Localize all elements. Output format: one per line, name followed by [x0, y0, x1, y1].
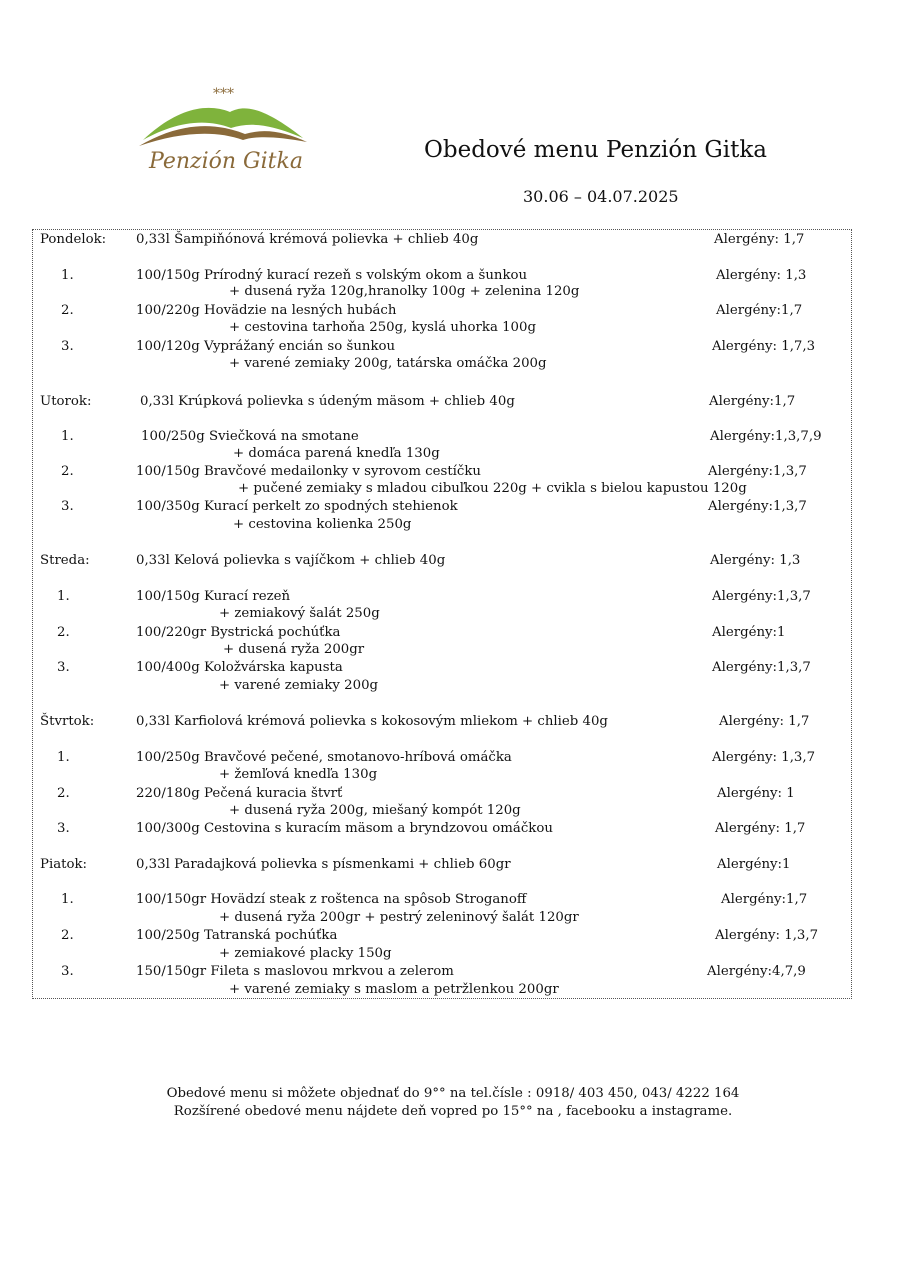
meal-side: + varené zemiaky 200g, tatárska omáčka 200g — [229, 356, 547, 371]
meal-allergens: Alergény:1,3,7 — [708, 464, 807, 479]
meal-main: 100/150g Kurací rezeň — [136, 589, 291, 604]
meal-number: 3. — [61, 499, 74, 514]
meal-number: 1. — [57, 589, 70, 604]
soup-text: 0,33l Kelová polievka s vajíčkom + chlieb 40g — [136, 553, 446, 568]
meal-side: + dusená ryža 200g, miešaný kompót 120g — [229, 803, 521, 818]
soup-allergens: Alergény: 1,7 — [719, 714, 810, 729]
meal-allergens: Alergény:4,7,9 — [707, 964, 806, 979]
order-info-line: Obedové menu si môžete objednať do 9°° na tel.čísle : 0918/ 403 450, 043/ 4222 164 — [166, 1086, 740, 1101]
meal-number: 2. — [57, 786, 70, 801]
meal-side: + zemiakové placky 150g — [219, 946, 392, 961]
day-label: Utorok: — [40, 394, 92, 409]
logo-stars: *** — [213, 86, 234, 102]
meal-main: 100/250g Tatranská pochúťka — [136, 928, 338, 943]
meal-side: + varené zemiaky 200g — [219, 678, 379, 693]
meal-side: + dusená ryža 200gr — [223, 642, 365, 657]
meal-allergens: Alergény:1,3,7,9 — [710, 429, 822, 444]
meal-number: 1. — [61, 892, 74, 907]
weekly-menu-box — [32, 229, 852, 999]
meal-allergens: Alergény:1,3,7 — [712, 660, 811, 675]
meal-main: 100/350g Kurací perkelt zo spodných stehienok — [136, 499, 458, 514]
extended-menu-info-line: Rozšírené obedové menu nájdete deň vopred po 15°° na , facebooku a instagrame. — [173, 1104, 733, 1119]
meal-main: 100/300g Cestovina s kuracím mäsom a bryndzovou omáčkou — [136, 821, 553, 836]
penzion-gitka-logo — [135, 82, 315, 182]
soup-allergens: Alergény:1 — [717, 857, 791, 872]
meal-allergens: Alergény: 1,7,3 — [712, 339, 816, 354]
day-label: Streda: — [40, 553, 90, 568]
meal-number: 3. — [57, 821, 70, 836]
meal-allergens: Alergény: 1,7 — [715, 821, 806, 836]
meal-number: 1. — [61, 429, 74, 444]
meal-side: + varené zemiaky s maslom a petržlenkou 200gr — [229, 982, 559, 997]
meal-allergens: Alergény:1,7 — [716, 303, 803, 318]
meal-main: 100/120g Vyprážaný encián so šunkou — [136, 339, 396, 354]
meal-side: + pučené zemiaky s mladou cibuľkou 220g + cvikla s bielou kapustou 120g — [238, 481, 747, 496]
meal-side: + zemiakový šalát 250g — [219, 606, 380, 621]
meal-side: + cestovina tarhoňa 250g, kyslá uhorka 100g — [229, 320, 536, 335]
meal-number: 1. — [61, 268, 74, 283]
meal-number: 2. — [61, 464, 74, 479]
meal-main: 100/250g Sviečková na smotane — [141, 429, 359, 444]
meal-allergens: Alergény: 1,3 — [716, 268, 807, 283]
meal-main: 100/150g Bravčové medailonky v syrovom cestíčku — [136, 464, 481, 479]
day-label: Štvrtok: — [40, 714, 95, 729]
menu-date-range: 30.06 – 04.07.2025 — [523, 187, 679, 206]
soup-text: 0,33l Šampiňónová krémová polievka + chlieb 40g — [136, 232, 479, 247]
page-title: Obedové menu Penzión Gitka — [424, 137, 767, 163]
meal-side: + dusená ryža 120g,hranolky 100g + zelenina 120g — [229, 284, 580, 299]
meal-number: 2. — [61, 928, 74, 943]
soup-allergens: Alergény:1,7 — [709, 394, 796, 409]
meal-main: 100/220g Hovädzie na lesných hubách — [136, 303, 397, 318]
meal-main: 100/400g Koložvárska kapusta — [136, 660, 343, 675]
meal-number: 2. — [61, 303, 74, 318]
meal-allergens: Alergény:1,3,7 — [708, 499, 807, 514]
meal-side: + žemľová knedľa 130g — [219, 767, 378, 782]
soup-text: 0,33l Karfiolová krémová polievka s kokosovým mliekom + chlieb 40g — [136, 714, 608, 729]
meal-number: 3. — [61, 964, 74, 979]
logo-text: Penzión Gitka — [149, 149, 303, 174]
meal-number: 3. — [57, 660, 70, 675]
meal-allergens: Alergény: 1 — [717, 786, 795, 801]
meal-main: 100/150gr Hovädzí steak z roštenca na spôsob Stroganoff — [136, 892, 527, 907]
meal-side: + dusená ryža 200gr + pestrý zeleninový šalát 120gr — [219, 910, 579, 925]
meal-allergens: Alergény: 1,3,7 — [712, 750, 816, 765]
meal-number: 1. — [57, 750, 70, 765]
soup-text: 0,33l Paradajková polievka s písmenkami + chlieb 60gr — [136, 857, 511, 872]
meal-side: + domáca parená knedľa 130g — [233, 446, 440, 461]
meal-allergens: Alergény: 1,3,7 — [715, 928, 819, 943]
soup-text: 0,33l Krúpková polievka s údeným mäsom + chlieb 40g — [140, 394, 515, 409]
meal-main: 100/250g Bravčové pečené, smotanovo-hríbová omáčka — [136, 750, 512, 765]
meal-allergens: Alergény:1,3,7 — [712, 589, 811, 604]
meal-allergens: Alergény:1,7 — [721, 892, 808, 907]
day-label: Piatok: — [40, 857, 88, 872]
meal-number: 3. — [61, 339, 74, 354]
meal-number: 2. — [57, 625, 70, 640]
mountain-logo-icon — [135, 82, 315, 182]
soup-allergens: Alergény: 1,7 — [714, 232, 805, 247]
meal-main: 100/220gr Bystrická pochúťka — [136, 625, 341, 640]
meal-main: 100/150g Prírodný kurací rezeň s volským okom a šunkou — [136, 268, 528, 283]
meal-main: 220/180g Pečená kuracia štvrť — [136, 786, 343, 801]
soup-allergens: Alergény: 1,3 — [710, 553, 801, 568]
day-label: Pondelok: — [40, 232, 107, 247]
meal-allergens: Alergény:1 — [712, 625, 786, 640]
meal-side: + cestovina kolienka 250g — [233, 517, 412, 532]
meal-main: 150/150gr Fileta s maslovou mrkvou a zelerom — [136, 964, 454, 979]
